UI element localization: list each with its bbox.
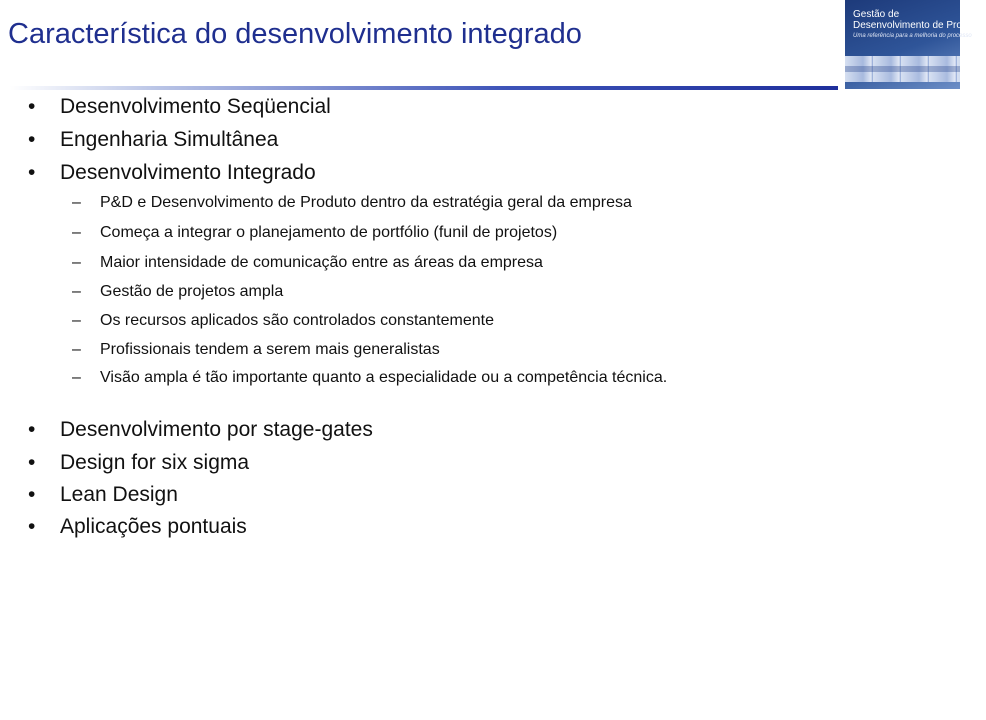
bullet-icon: • [28,161,36,184]
bullet-text: Desenvolvimento Integrado [60,161,316,184]
sub-item-text: P&D e Desenvolvimento de Produto dentro da estratégia geral da empresa [100,194,632,211]
bullet-text: Lean Design [60,483,178,506]
sub-item-text: Começa a integrar o planejamento de portfólio (funil de projetos) [100,224,558,241]
sub-item-text: Visão ampla é tão importante quanto a especialidade ou a competência técnica. [100,369,668,386]
bullet-icon: • [28,418,36,441]
bullet-icon: • [28,128,36,151]
book-cover-logo [845,0,986,89]
dash-icon: – [72,369,81,386]
bullet-text: Desenvolvimento Seqüencial [60,95,331,118]
bullet-text: Engenharia Simultânea [60,128,279,151]
logo-graphic [845,56,960,82]
dash-icon: – [72,312,81,329]
dash-icon: – [72,341,81,358]
sub-item-text: Gestão de projetos ampla [100,283,284,300]
bullet-icon: • [28,483,36,506]
logo-line-2: Desenvolvimento de Produtos [853,20,986,31]
dash-icon: – [72,224,81,241]
bullet-icon: • [28,95,36,118]
bullet-text: Aplicações pontuais [60,515,247,538]
logo-line-1: Gestão de [853,9,900,20]
sub-item-text: Profissionais tendem a serem mais generalistas [100,341,440,358]
dash-icon: – [72,194,81,211]
title-underline [10,86,838,90]
bullet-text: Desenvolvimento por stage-gates [60,418,373,441]
sub-item-text: Maior intensidade de comunicação entre as áreas da empresa [100,254,543,271]
dash-icon: – [72,254,81,271]
dash-icon: – [72,283,81,300]
sub-item-text: Os recursos aplicados são controlados constantemente [100,312,494,329]
slide-title: Característica do desenvolvimento integrado [8,18,582,50]
logo-line-3: Uma referência para a melhoria do processo [853,33,972,39]
bullet-icon: • [28,451,36,474]
bullet-icon: • [28,515,36,538]
bullet-text: Design for six sigma [60,451,250,474]
